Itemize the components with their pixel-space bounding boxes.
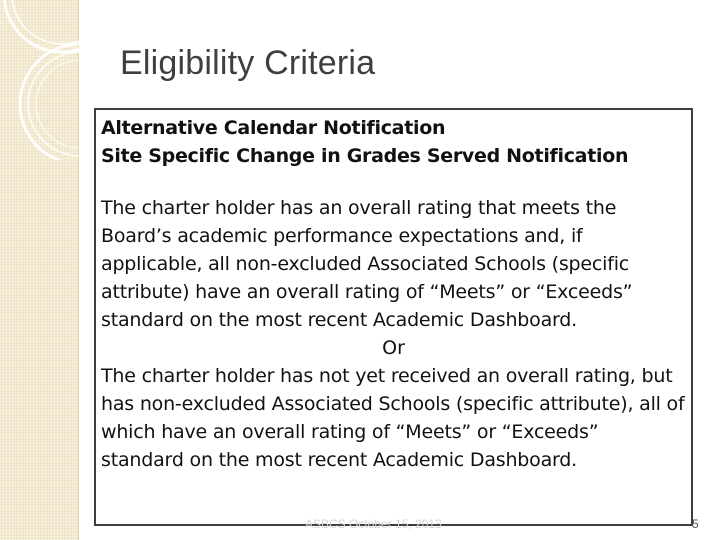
- page-title: Eligibility Criteria: [120, 44, 376, 82]
- page-number: 5: [692, 517, 699, 531]
- or-connector: Or: [382, 337, 405, 359]
- slide-body: [101, 114, 686, 474]
- criteria-paragraph-2: The charter holder has not yet received an overall rating, but has non-excluded Associated Schools (specific attribute), all of which have an overall rating of “Meets” or “Exceeds” standard on the most recent Academic Dashboard.: [101, 365, 685, 471]
- heading-alternative-calendar: Alternative Calendar Notification: [101, 117, 446, 139]
- spacer: [101, 170, 686, 194]
- footer-text: ASBCS October 15, 2013: [305, 517, 442, 531]
- criteria-paragraph-1: The charter holder has an overall rating that meets the Board’s academic performance expectations and, if applicable, all non-excluded Associated Schools (specific attribute) have an overall rating of “Meets” or “Exceeds” standard on the most recent Academic Dashboard.: [101, 197, 633, 331]
- heading-grades-served: Site Specific Change in Grades Served Notification: [101, 145, 629, 167]
